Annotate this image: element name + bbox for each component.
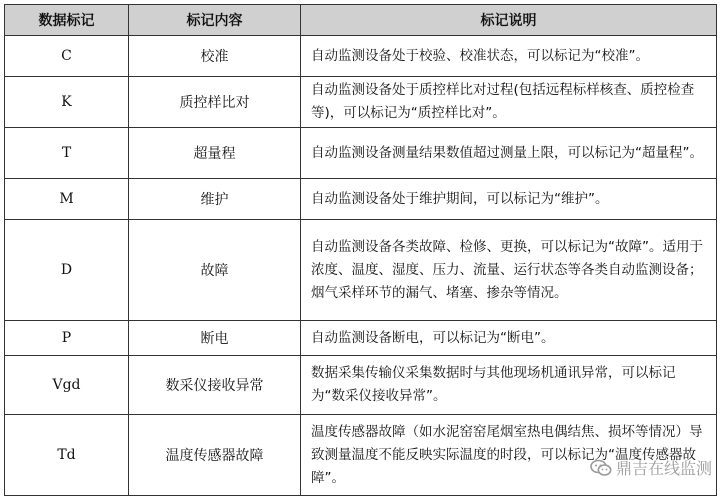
table-row — [5, 128, 717, 179]
table-row — [5, 220, 717, 321]
data-flag-table — [4, 4, 717, 496]
flag-content: 温度传感器故障 — [129, 415, 301, 496]
flag-code: D — [5, 220, 129, 321]
flag-description: 自动监测设备处于校验、校准状态，可以标记为“校准”。 — [301, 36, 717, 77]
table-row — [5, 77, 717, 128]
table-row — [5, 179, 717, 220]
table-row — [5, 36, 717, 77]
flag-description: 自动监测设备各类故障、检修、更换，可以标记为“故障”。适用于浓度、温度、湿度、压力、流量、运行状态等各类自动监测设备；烟气采样环节的漏气、堵塞、掺杂等情况。 — [301, 220, 717, 321]
table-row — [5, 415, 717, 496]
flag-description: 数据采集传输仪采集数据时与其他现场机通讯异常，可以标记为“数采仪接收异常”。 — [301, 356, 717, 415]
header-data-flag: 数据标记 — [5, 5, 129, 36]
watermark — [590, 456, 712, 479]
flag-description: 温度传感器故障（如水泥窑窑尾烟室热电偶结焦、损坏等情况）导致测量温度不能反映实际温度的时段，可以标记为“温度传感器故障”。 — [301, 415, 717, 496]
flag-content: 故障 — [129, 220, 301, 321]
flag-content: 超量程 — [129, 128, 301, 179]
flag-code: C — [5, 36, 129, 77]
watermark-text: 鼎吉在线监测 — [615, 459, 712, 478]
flag-description: 自动监测设备处于质控样比对过程(包括远程标样核查、质控检查等)，可以标记为“质控样比对”。 — [301, 77, 717, 128]
flag-code: Td — [5, 415, 129, 496]
flag-content: 断电 — [129, 321, 301, 356]
flag-content: 数采仪接收异常 — [129, 356, 301, 415]
flag-content: 质控样比对 — [129, 77, 301, 128]
table-header-row — [5, 5, 717, 36]
flag-code: Vgd — [5, 356, 129, 415]
flag-description: 自动监测设备处于维护期间，可以标记为“维护”。 — [301, 179, 717, 220]
flag-code: K — [5, 77, 129, 128]
flag-code: P — [5, 321, 129, 356]
wechat-icon — [590, 459, 612, 477]
header-flag-content: 标记内容 — [129, 5, 301, 36]
header-flag-description: 标记说明 — [301, 5, 717, 36]
flag-code: M — [5, 179, 129, 220]
table-container — [4, 4, 716, 496]
table-row — [5, 356, 717, 415]
table-row — [5, 321, 717, 356]
flag-description: 自动监测设备断电，可以标记为“断电”。 — [301, 321, 717, 356]
flag-code: T — [5, 128, 129, 179]
flag-content: 校准 — [129, 36, 301, 77]
flag-content: 维护 — [129, 179, 301, 220]
flag-description: 自动监测设备测量结果数值超过测量上限，可以标记为“超量程”。 — [301, 128, 717, 179]
